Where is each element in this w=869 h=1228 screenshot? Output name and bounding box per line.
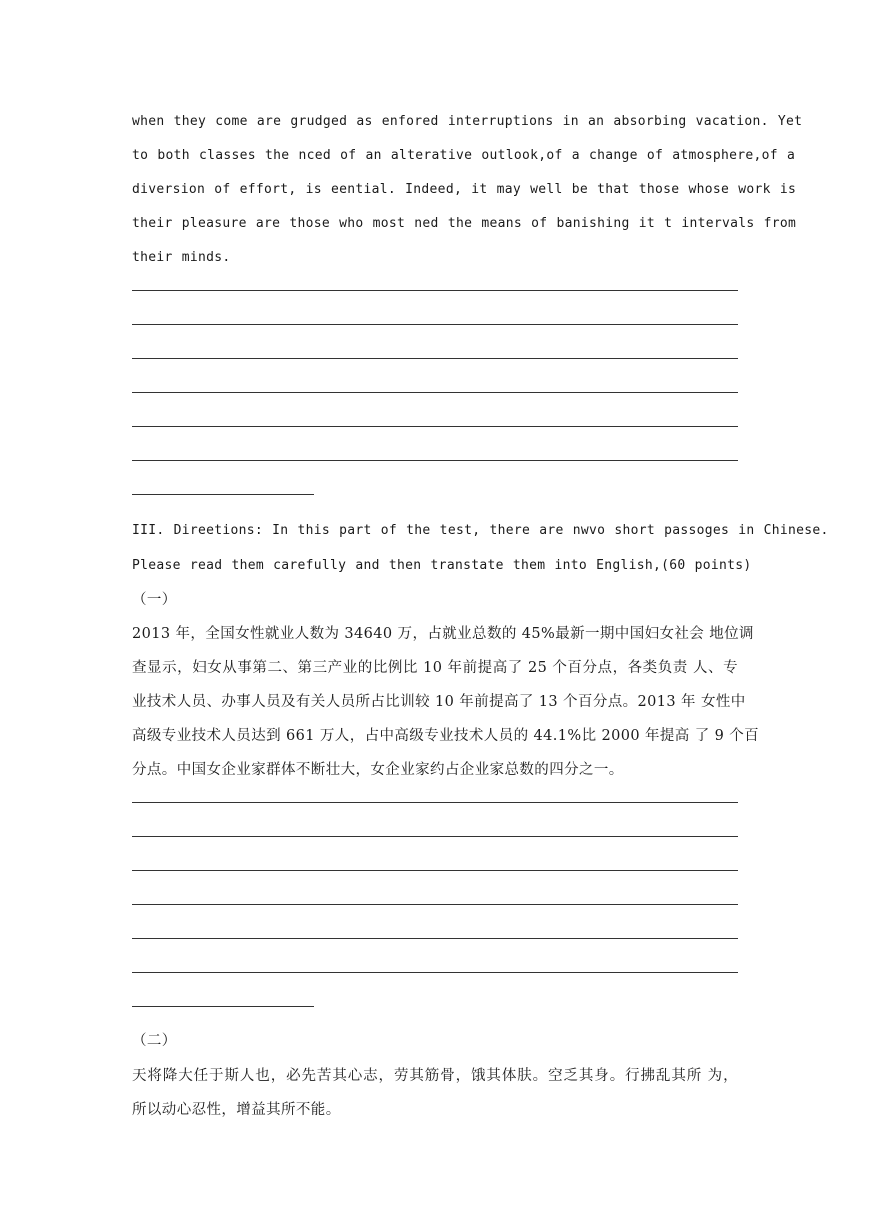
answer-line	[132, 1006, 314, 1007]
answer-line	[132, 324, 738, 325]
passage-line: their minds.	[132, 250, 231, 265]
answer-line	[132, 426, 738, 427]
passage-line: their pleasure are those who most ned the means of banishing it t intervals from	[132, 216, 797, 231]
answer-line	[132, 904, 738, 905]
part1-line: 2013 年，全国女性就业人数为 34640 万，占就业总数的 45%最新一期中国妇女社会 地位调	[132, 626, 754, 642]
part1-line: 查显示，妇女从事第二、第三产业的比例比 10 年前提高了 25 个百分点，各类负责 人、专	[132, 660, 738, 676]
answer-line	[132, 836, 738, 837]
passage-line: to both classes the nced of an alterative outlook,of a change of atmosphere,of a	[132, 148, 796, 163]
part2-label: （二）	[132, 1033, 177, 1049]
part2-line: 天将降大任于斯人也，必先苦其心志，劳其筋骨，饿其体肤。空乏其身。行拂乱其所 为，	[132, 1068, 738, 1084]
answer-line	[132, 938, 738, 939]
answer-line	[132, 290, 738, 291]
part1-line: 业技术人员、办事人员及有关人员所占比训较 10 年前提高了 13 个百分点。2013 年 女性中	[132, 694, 746, 710]
passage-line: when they come are grudged as enfored interruptions in an absorbing vacation. Yet	[132, 114, 803, 129]
answer-line	[132, 972, 738, 973]
part1-line: 高级专业技术人员达到 661 万人，占中高级专业技术人员的 44.1%比 2000 年提高 了 9 个百	[132, 728, 760, 744]
part2-line: 所以动心忍性，增益其所不能。	[132, 1102, 341, 1118]
answer-line	[132, 392, 738, 393]
part1-label: （一）	[132, 592, 177, 608]
answer-line	[132, 494, 314, 495]
answer-line	[132, 802, 738, 803]
answer-line	[132, 358, 738, 359]
answer-line	[132, 870, 738, 871]
answer-line	[132, 460, 738, 461]
directions-line: III. Direetions: In this part of the test, there are nwvo short passoges in Chinese.	[132, 523, 829, 538]
passage-line: diversion of effort, is eential. Indeed, it may well be that those whose work is	[132, 182, 797, 197]
part1-line: 分点。中国女企业家群体不断壮大，女企业家约占企业家总数的四分之一。	[132, 762, 624, 778]
directions-line: Please read them carefully and then transtate them into English,(60 points)	[132, 558, 752, 573]
